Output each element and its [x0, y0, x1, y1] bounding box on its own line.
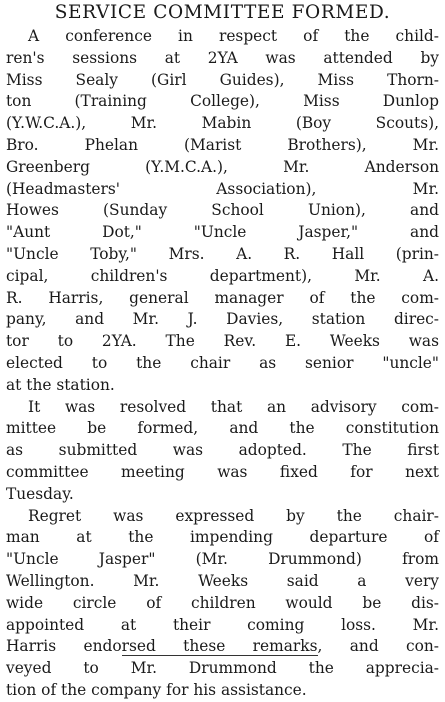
text-line: pany, and Mr. J. Davies, station direc-: [6, 310, 439, 329]
text-line: (Headmasters' Association), Mr.: [6, 179, 439, 198]
text-line: A conference in respect of the child-: [28, 27, 439, 45]
paragraph-2: [0, 397, 445, 506]
article-body: [0, 26, 445, 702]
headline: SERVICE COMMITTEE FORMED.: [54, 2, 391, 23]
text-line: as submitted was adopted. The first: [6, 441, 439, 460]
text-line: wide circle of children would be dis-: [6, 593, 439, 612]
text-line: man at the impending departure of: [6, 528, 439, 547]
text-line: cipal, children's department), Mr. A.: [6, 266, 439, 285]
text-line: veyed to Mr. Drummond the apprecia-: [6, 659, 439, 678]
text-line: ton (Training College), Miss Dunlop: [6, 92, 439, 111]
text-line: Miss Sealy (Girl Guides), Miss Thorn-: [6, 70, 439, 89]
text-line: mittee be formed, and the constitution: [6, 419, 439, 438]
text-line: Tuesday.: [6, 484, 74, 503]
text-line: elected to the chair as senior "uncle": [6, 353, 439, 372]
text-line: appointed at their coming loss. Mr.: [6, 615, 439, 634]
paragraph-1: [0, 26, 445, 397]
text-line: "Aunt Dot," "Uncle Jasper," and: [6, 223, 439, 242]
text-line: It was resolved that an advisory com-: [28, 397, 439, 416]
text-line: Regret was expressed by the chair-: [28, 506, 439, 525]
text-line: Howes (Sunday School Union), and: [6, 201, 439, 220]
text-line: tor to 2YA. The Rev. E. Weeks was: [6, 332, 439, 351]
text-line: Greenberg (Y.M.C.A.), Mr. Anderson: [6, 157, 439, 176]
text-line: Bro. Phelan (Marist Brothers), Mr.: [6, 135, 439, 154]
section-divider: [122, 655, 318, 656]
text-line: ren's sessions at 2YA was attended by: [6, 48, 439, 67]
text-line: tion of the company for his assistance.: [6, 680, 307, 699]
text-line: at the station.: [6, 375, 115, 394]
text-line: "Uncle Toby," Mrs. A. R. Hall (prin-: [6, 244, 439, 263]
text-line: (Y.W.C.A.), Mr. Mabin (Boy Scouts),: [6, 114, 439, 133]
text-line: Wellington. Mr. Weeks said a very: [6, 571, 439, 590]
text-line: Harris endorsed these remarks, and con-: [6, 637, 439, 656]
text-line: "Uncle Jasper" (Mr. Drummond) from: [6, 550, 439, 569]
paragraph-3: [0, 506, 445, 702]
text-line: committee meeting was fixed for next: [6, 462, 439, 481]
text-line: R. Harris, general manager of the com-: [6, 288, 439, 307]
